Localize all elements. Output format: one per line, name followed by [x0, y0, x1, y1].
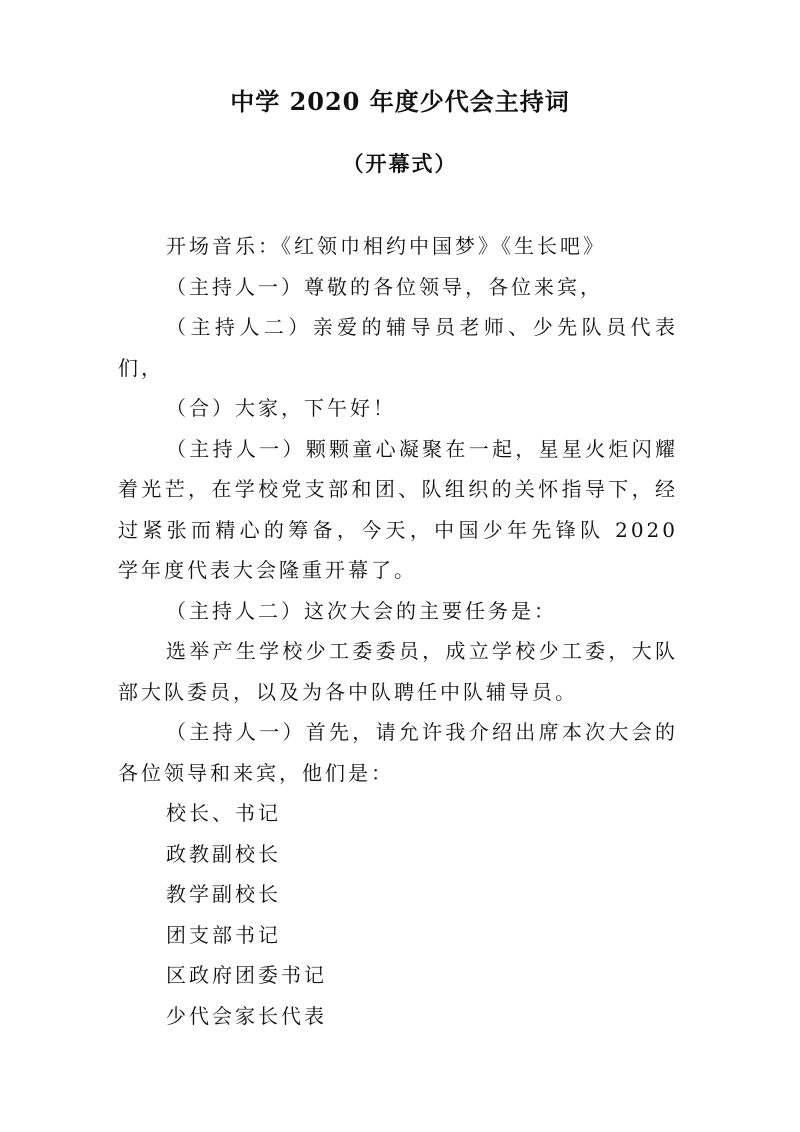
paragraph-host2-greeting: （主持人二）亲爱的辅导员老师、少先队员代表们， — [118, 315, 678, 380]
guest-list-item: 教学副校长 — [166, 882, 281, 906]
document-body — [118, 226, 678, 1036]
paragraph-host1-introduction: （主持人一）首先，请允许我介绍出席本次大会的各位领导和来宾，他们是： — [118, 720, 678, 785]
guest-list-item: 少代会家长代表 — [166, 1003, 327, 1028]
paragraph-host2-tasks: （主持人二）这次大会的主要任务是： — [166, 598, 557, 623]
paragraph-tasks-detail: 选举产生学校少工委委员，成立学校少工委，大队部大队委员，以及为各中队聘任中队辅导员。 — [118, 639, 678, 704]
document-title: 中学 2020 年度少代会主持词 — [230, 87, 570, 116]
paragraph-host1-greeting: （主持人一）尊敬的各位领导，各位来宾， — [166, 274, 603, 299]
document-subtitle: （开幕式） — [342, 151, 458, 176]
guest-list-item: 政教副校长 — [166, 841, 281, 866]
paragraph-together-greeting: （合）大家，下午好！ — [166, 396, 396, 420]
paragraph-host1-opening: （主持人一）颗颗童心凝聚在一起，星星火炬闪耀着光芒，在学校党支部和团、队组织的关怀指导下，经过紧张而精心的筹备，今天，中国少年先锋队 2020 学年度代表大会隆重开幕了。 — [118, 436, 678, 582]
guest-list-item: 区政府团委书记 — [166, 963, 327, 987]
guest-list-item: 团支部书记 — [166, 922, 281, 947]
guest-list-item: 校长、书记 — [166, 801, 281, 825]
paragraph-opening-music: 开场音乐：《红领巾相约中国梦》《生长吧》 — [166, 234, 606, 258]
